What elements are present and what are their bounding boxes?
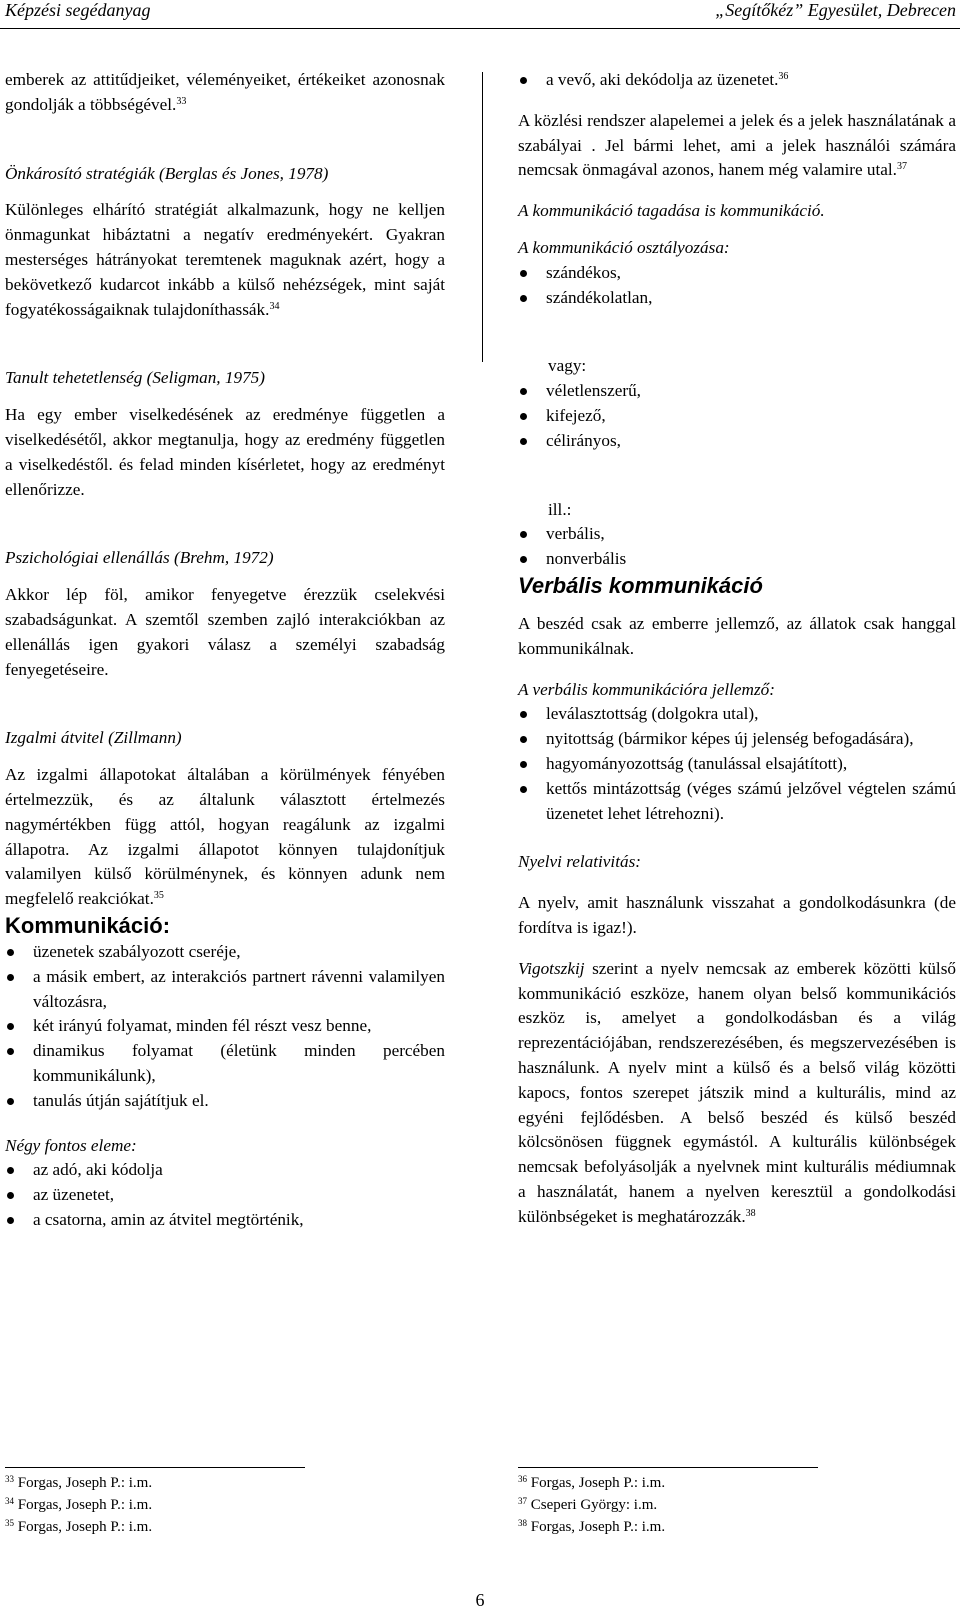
paragraph: Ha egy ember viselkedésének az eredménye független a viselkedésétől, akkor megtanulja, hogy az eredmény független a viselkedéstől. és felad minden kísérletet, hogy az eredményt ellenőrizze. [5,405,445,499]
footnote-rule [518,1467,818,1468]
paragraph: emberek az attitűdjeiket, véleményeiket, értékeiket azonosnak gondolják a többségével.$^{33}$ [5,70,445,114]
paragraph: A nyelv, amit használunk visszahat a gondolkodásunkra (de fordítva is igaz!). [518,893,956,937]
list-item: a vevő, aki dekódolja az üzenetet.$^{36}$ [518,68,956,93]
footnote: $^{33}$ Forgas, Joseph P.: i.m. [5,1474,153,1491]
section-heading: Kommunikáció: [5,912,171,938]
connector-text: ill.: [548,499,572,519]
list-item: kifejező, [518,404,956,429]
list-item: véletlenszerű, [518,379,956,404]
subheading: A kommunikáció tagadása is kommunikáció. [518,201,825,221]
subheading: Izgalmi átvitel (Zillmann) [5,728,182,748]
paragraph: Akkor lép föl, amikor fenyegetve érezzük cselekvési szabadságunkat. A szemtől szemben zajló interakciókban az ellenállás igen gyakori válasz a személyi szabadság fenyegetéseire. [5,585,445,679]
bullet-list [518,261,956,311]
right-column [518,68,956,1229]
subheading: Tanult tehetetlenség (Seligman, 1975) [5,368,266,388]
list-item: a csatorna, amin az átvitel megtörténik, [5,1208,445,1233]
list-item: két irányú folyamat, minden fél részt vesz benne, [5,1014,445,1039]
footnote: $^{38}$ Forgas, Joseph P.: i.m. [518,1518,666,1535]
paragraph: Különleges elhárító stratégiát alkalmazunk, hogy ne kelljen önmagunkat hibáztatni a negatív eredményekért. Gyakran mesterséges hátrányokat teremtenek maguknak azért, hogy a bekövetkező kudarcot inkább a külső nehézségek, mint saját fogyatékosságaiknak tulajdoníthassák.$^{34}$ [5,200,445,319]
footnote-ref: 34 [269,300,280,312]
page-header [0,0,960,32]
subheading: Önkárosító stratégiák (Berglas és Jones, 1978) [5,163,329,183]
subheading: A kommunikáció osztályozása: [518,237,730,257]
footnote-ref: 37 [896,161,907,173]
list-item: célirányos, [518,429,956,454]
list-item: az adó, aki kódolja [5,1158,445,1183]
list-item: hagyományozottság (tanulással elsajátított), [518,752,956,777]
left-column [5,68,445,1233]
list-item: tanulás útján sajátítjuk el. [5,1089,445,1114]
list-item: kettős mintázottság (véges számú jelzővel végtelen számú üzenetet lehet létrehozni). [518,777,956,827]
header-title: Képzési segédanyag [5,0,151,20]
list-item: a másik embert, az interakciós partnert rávenni valamilyen változásra, [5,965,445,1015]
footnote: $^{36}$ Forgas, Joseph P.: i.m. [518,1474,666,1491]
list-item: az üzenetet, [5,1183,445,1208]
list-item: nonverbális [518,547,956,572]
bullet-list [518,379,956,453]
list-item: üzenetek szabályozott cseréje, [5,940,445,965]
header-organization: „Segítőkéz” Egyesület, Debrecen [715,0,956,20]
footnote: $^{34}$ Forgas, Joseph P.: i.m. [5,1496,153,1513]
list-item: szándékos, [518,261,956,286]
footnote-rule [5,1467,305,1468]
bullet-list [518,522,956,572]
bullet-list [5,940,445,1114]
bullet-list [5,1158,445,1232]
connector-text: vagy: [548,356,587,376]
subheading: A verbális kommunikációra jellemző: [518,679,775,699]
paragraph: A beszéd csak az emberre jellemző, az állatok csak hanggal kommunikálnak. [518,613,956,658]
section-heading: Verbális kommunikáció [518,572,763,598]
footnote-ref: 36 [778,71,789,82]
header-rule [0,28,960,29]
subheading: Nyelvi relativitás: [518,852,641,872]
list-item: verbális, [518,522,956,547]
footnote-ref: 33 [176,95,187,107]
paragraph: Vigotszkij szerint a nyelv nemcsak az emberek közötti külső kommunikáció eszköze, hanem olyan belső kommunikációs eszköz is, amelyet a gondolkodásban és a világ reprezentációjában, rendszerezésében, és megszervezésében is használunk. A nyelv mint a külső és a belső világ közötti kapocs, fontos szerepet játszik mind a kulturális, mind az egyéni fejlődésben. A belső beszéd és külső beszéd kölcsönösen függnek egymástól. A kulturális különbségek nemcsak befolyásolják a nyelvnek mint kulturális médiumnak a használatát, hanem a nyelven keresztül a gondolkodási különbségeket is meghatározzák.$^{38}$ [518,958,956,1226]
list-item: szándékolatlan, [518,286,956,311]
page-number: 6 [475,1590,485,1610]
bullet-list [518,68,956,93]
subheading: Pszichológiai ellenállás (Brehm, 1972) [5,548,274,568]
paragraph: A közlési rendszer alapelemei a jelek és a jelek használatának a szabályai . Jel bármi lehet, ami a jelek használói számára nemcsak önmagával azonos, hanem még valamire utal.$^{37}$ [518,110,956,180]
list-item: nyitottság (bármikor képes új jelenség befogadására), [518,727,956,752]
subheading: Négy fontos eleme: [5,1135,137,1155]
column-divider [482,72,483,362]
bullet-list [518,702,956,826]
footnote-ref: 35 [153,890,164,902]
footnote: $^{37}$ Cseperi György: i.m. [518,1496,658,1513]
footnotes-right [518,1472,665,1538]
paragraph: Az izgalmi állapotokat általában a körülmények fényében értelmezzük, és az általunk választott értelmezés nagymértékben függ attól, hogyan reagálunk az izgalmi állapotra. Az izgalmi állapotot könnyen tulajdonítjuk valamilyen külső körülménynek, és könnyen adunk nem megfelelő reakciókat.$^{35}$ [5,765,445,909]
list-item: leválasztottság (dolgokra utal), [518,702,956,727]
list-item: dinamikus folyamat (életünk minden percében kommunikálunk), [5,1039,445,1089]
author-name: Vigotszkij [518,958,585,978]
footnotes-left [5,1472,152,1538]
footnote: $^{35}$ Forgas, Joseph P.: i.m. [5,1518,153,1535]
footnote-ref: 38 [745,1207,756,1219]
